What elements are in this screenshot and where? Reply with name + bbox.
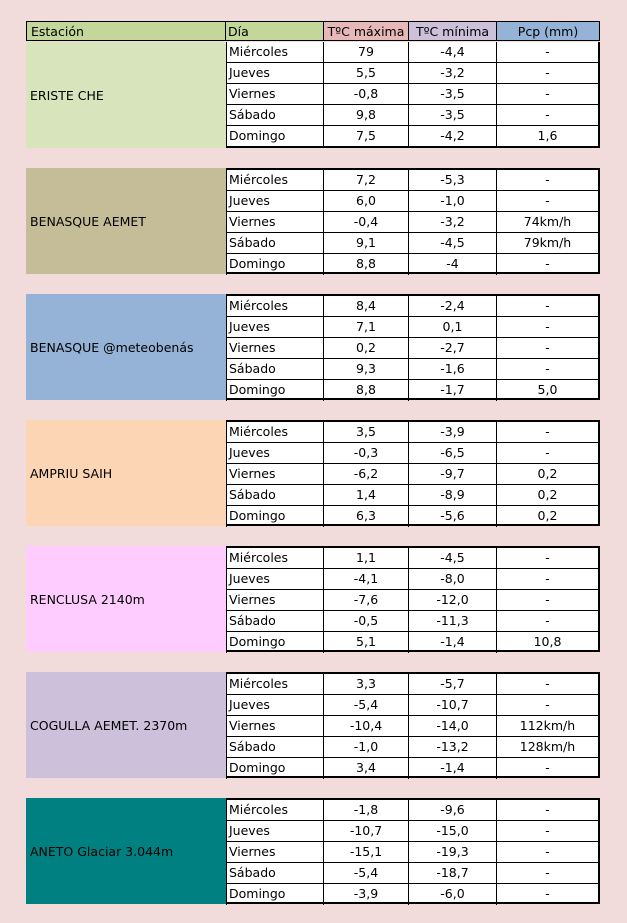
min-temp-cell: -5,6 bbox=[409, 506, 497, 527]
station-block bbox=[26, 546, 600, 652]
precipitation-cell: - bbox=[545, 44, 550, 59]
day-cell: Jueves bbox=[226, 443, 324, 463]
table-row bbox=[226, 338, 598, 359]
max-temp-cell: -5,4 bbox=[324, 695, 409, 715]
precipitation-cell: - bbox=[545, 256, 550, 271]
day-cell: Miércoles bbox=[226, 170, 324, 190]
precipitation-cell: - bbox=[545, 697, 550, 712]
min-temp-cell: -14,0 bbox=[409, 716, 497, 736]
table-row bbox=[226, 758, 598, 779]
day-cell: Miércoles bbox=[226, 548, 324, 568]
table-row bbox=[226, 674, 598, 695]
day-cell: Viernes bbox=[226, 212, 324, 232]
station-rows bbox=[226, 294, 600, 400]
day-cell: Sábado bbox=[226, 359, 324, 379]
precipitation-cell: 10,8 bbox=[533, 634, 562, 649]
max-temp-cell: 1,1 bbox=[324, 548, 409, 568]
station-rows bbox=[226, 42, 600, 148]
table-row bbox=[226, 800, 598, 821]
max-temp-cell: -6,2 bbox=[324, 464, 409, 484]
min-temp-cell: -9,7 bbox=[409, 464, 497, 484]
station-name: ERISTE CHE bbox=[26, 42, 226, 148]
min-temp-cell: 0,1 bbox=[409, 317, 497, 337]
max-temp-cell: 9,8 bbox=[324, 105, 409, 125]
precipitation-cell: - bbox=[545, 445, 550, 460]
max-temp-cell: -1,0 bbox=[324, 737, 409, 757]
min-temp-cell: -4,2 bbox=[409, 126, 497, 147]
precipitation-cell: - bbox=[545, 340, 550, 355]
max-temp-cell: -15,1 bbox=[324, 842, 409, 862]
precipitation-cell: - bbox=[545, 613, 550, 628]
table-row bbox=[226, 506, 598, 527]
table-row bbox=[226, 884, 598, 905]
max-temp-cell: 7,5 bbox=[324, 126, 409, 147]
precipitation-cell: - bbox=[545, 760, 550, 775]
min-temp-cell: -1,6 bbox=[409, 359, 497, 379]
min-temp-cell: -4,5 bbox=[409, 548, 497, 568]
min-temp-cell: -3,5 bbox=[409, 84, 497, 104]
min-temp-cell: -15,0 bbox=[409, 821, 497, 841]
min-temp-cell: -5,7 bbox=[409, 674, 497, 694]
min-temp-cell: -19,3 bbox=[409, 842, 497, 862]
max-temp-cell: 79 bbox=[324, 42, 409, 62]
precipitation-cell: - bbox=[545, 676, 550, 691]
station-block bbox=[26, 420, 600, 526]
table-row bbox=[226, 716, 598, 737]
max-temp-cell: 5,5 bbox=[324, 63, 409, 83]
table-row bbox=[226, 254, 598, 275]
day-cell: Domingo bbox=[226, 126, 324, 147]
day-cell: Sábado bbox=[226, 233, 324, 253]
station-name: RENCLUSA 2140m bbox=[26, 546, 226, 652]
day-cell: Viernes bbox=[226, 84, 324, 104]
table-row bbox=[226, 84, 598, 105]
min-temp-cell: -1,7 bbox=[409, 380, 497, 401]
station-block bbox=[26, 168, 600, 274]
table-row bbox=[226, 233, 598, 254]
precipitation-cell: - bbox=[545, 319, 550, 334]
station-rows bbox=[226, 168, 600, 274]
day-cell: Viernes bbox=[226, 338, 324, 358]
min-temp-cell: -6,0 bbox=[409, 884, 497, 905]
station-block bbox=[26, 672, 600, 778]
day-cell: Sábado bbox=[226, 485, 324, 505]
precipitation-cell: - bbox=[545, 886, 550, 901]
precipitation-cell: - bbox=[545, 802, 550, 817]
table-row bbox=[226, 63, 598, 84]
min-temp-cell: -5,3 bbox=[409, 170, 497, 190]
station-block bbox=[26, 294, 600, 400]
table-row bbox=[226, 170, 598, 191]
max-temp-cell: -0,5 bbox=[324, 611, 409, 631]
precipitation-cell: 79km/h bbox=[523, 235, 572, 250]
table-row bbox=[226, 126, 598, 147]
min-temp-cell: -11,3 bbox=[409, 611, 497, 631]
precipitation-cell: 0,2 bbox=[537, 487, 558, 502]
precipitation-cell: - bbox=[545, 823, 550, 838]
table-row bbox=[226, 632, 598, 653]
station-rows bbox=[226, 672, 600, 778]
precipitation-cell: - bbox=[545, 86, 550, 101]
min-temp-cell: -2,4 bbox=[409, 296, 497, 316]
day-cell: Viernes bbox=[226, 716, 324, 736]
precipitation-cell: - bbox=[545, 298, 550, 313]
station-block bbox=[26, 42, 600, 148]
max-temp-cell: 9,3 bbox=[324, 359, 409, 379]
max-temp-cell: -4,1 bbox=[324, 569, 409, 589]
max-temp-cell: 1,4 bbox=[324, 485, 409, 505]
header-min-temp: TºC mínima bbox=[409, 21, 497, 41]
table-row bbox=[226, 737, 598, 758]
day-cell: Sábado bbox=[226, 611, 324, 631]
header-day: Día bbox=[226, 21, 324, 41]
table-row bbox=[226, 191, 598, 212]
min-temp-cell: -1,0 bbox=[409, 191, 497, 211]
table-row bbox=[226, 212, 598, 233]
max-temp-cell: 3,5 bbox=[324, 422, 409, 442]
min-temp-cell: -9,6 bbox=[409, 800, 497, 820]
table-row bbox=[226, 464, 598, 485]
station-name: COGULLA AEMET. 2370m bbox=[26, 672, 226, 778]
precipitation-cell: 74km/h bbox=[523, 214, 572, 229]
table-row bbox=[226, 443, 598, 464]
table-row bbox=[226, 105, 598, 126]
max-temp-cell: 8,8 bbox=[324, 380, 409, 401]
day-cell: Jueves bbox=[226, 569, 324, 589]
max-temp-cell: 3,4 bbox=[324, 758, 409, 779]
max-temp-cell: 6,0 bbox=[324, 191, 409, 211]
day-cell: Jueves bbox=[226, 821, 324, 841]
min-temp-cell: -18,7 bbox=[409, 863, 497, 883]
table-row bbox=[226, 569, 598, 590]
header-station: Estación bbox=[26, 21, 226, 41]
station-name: ANETO Glaciar 3.044m bbox=[26, 798, 226, 904]
max-temp-cell: 3,3 bbox=[324, 674, 409, 694]
day-cell: Sábado bbox=[226, 863, 324, 883]
precipitation-cell: - bbox=[545, 844, 550, 859]
min-temp-cell: -4,5 bbox=[409, 233, 497, 253]
table-row bbox=[226, 42, 598, 63]
precipitation-cell: 0,2 bbox=[537, 508, 558, 523]
station-rows bbox=[226, 420, 600, 526]
table-row bbox=[226, 422, 598, 443]
max-temp-cell: -10,4 bbox=[324, 716, 409, 736]
min-temp-cell: -3,2 bbox=[409, 212, 497, 232]
header-max-temp: TºC máxima bbox=[324, 21, 409, 41]
max-temp-cell: -7,6 bbox=[324, 590, 409, 610]
min-temp-cell: -10,7 bbox=[409, 695, 497, 715]
precipitation-cell: 0,2 bbox=[537, 466, 558, 481]
max-temp-cell: 8,4 bbox=[324, 296, 409, 316]
precipitation-cell: - bbox=[545, 193, 550, 208]
precipitation-cell: 5,0 bbox=[537, 382, 558, 397]
precipitation-cell: - bbox=[545, 550, 550, 565]
min-temp-cell: -3,9 bbox=[409, 422, 497, 442]
day-cell: Jueves bbox=[226, 63, 324, 83]
precipitation-cell: - bbox=[545, 592, 550, 607]
precipitation-cell: - bbox=[545, 361, 550, 376]
min-temp-cell: -1,4 bbox=[409, 758, 497, 779]
table-row bbox=[226, 485, 598, 506]
day-cell: Viernes bbox=[226, 464, 324, 484]
station-block bbox=[26, 798, 600, 904]
day-cell: Miércoles bbox=[226, 800, 324, 820]
max-temp-cell: -1,8 bbox=[324, 800, 409, 820]
table-row bbox=[226, 863, 598, 884]
day-cell: Sábado bbox=[226, 737, 324, 757]
precipitation-cell: - bbox=[545, 571, 550, 586]
precipitation-cell: - bbox=[545, 424, 550, 439]
table-row bbox=[226, 842, 598, 863]
table-row bbox=[226, 359, 598, 380]
table-row bbox=[226, 821, 598, 842]
day-cell: Jueves bbox=[226, 695, 324, 715]
precipitation-cell: 112km/h bbox=[519, 718, 576, 733]
min-temp-cell: -6,5 bbox=[409, 443, 497, 463]
max-temp-cell: 6,3 bbox=[324, 506, 409, 527]
day-cell: Domingo bbox=[226, 884, 324, 905]
max-temp-cell: 7,1 bbox=[324, 317, 409, 337]
header-precipitation: Pcp (mm) bbox=[497, 21, 600, 41]
max-temp-cell: -0,8 bbox=[324, 84, 409, 104]
min-temp-cell: -4 bbox=[409, 254, 497, 275]
max-temp-cell: -0,3 bbox=[324, 443, 409, 463]
day-cell: Domingo bbox=[226, 380, 324, 401]
table-row bbox=[226, 296, 598, 317]
precipitation-cell: - bbox=[545, 65, 550, 80]
max-temp-cell: -10,7 bbox=[324, 821, 409, 841]
max-temp-cell: 5,1 bbox=[324, 632, 409, 653]
min-temp-cell: -12,0 bbox=[409, 590, 497, 610]
day-cell: Sábado bbox=[226, 105, 324, 125]
table-row bbox=[226, 317, 598, 338]
day-cell: Jueves bbox=[226, 317, 324, 337]
day-cell: Domingo bbox=[226, 506, 324, 527]
station-rows bbox=[226, 546, 600, 652]
day-cell: Jueves bbox=[226, 191, 324, 211]
day-cell: Miércoles bbox=[226, 674, 324, 694]
min-temp-cell: -4,4 bbox=[409, 42, 497, 62]
max-temp-cell: 8,8 bbox=[324, 254, 409, 275]
station-name: BENASQUE @meteobenás bbox=[26, 294, 226, 400]
min-temp-cell: -3,2 bbox=[409, 63, 497, 83]
table-row bbox=[226, 590, 598, 611]
table-row bbox=[226, 695, 598, 716]
day-cell: Domingo bbox=[226, 632, 324, 653]
day-cell: Viernes bbox=[226, 590, 324, 610]
min-temp-cell: -3,5 bbox=[409, 105, 497, 125]
table-header bbox=[26, 21, 600, 42]
min-temp-cell: -13,2 bbox=[409, 737, 497, 757]
table-row bbox=[226, 548, 598, 569]
station-name: BENASQUE AEMET bbox=[26, 168, 226, 274]
precipitation-cell: 128km/h bbox=[519, 739, 576, 754]
min-temp-cell: -8,0 bbox=[409, 569, 497, 589]
day-cell: Viernes bbox=[226, 842, 324, 862]
max-temp-cell: 0,2 bbox=[324, 338, 409, 358]
table-row bbox=[226, 611, 598, 632]
day-cell: Domingo bbox=[226, 758, 324, 779]
min-temp-cell: -2,7 bbox=[409, 338, 497, 358]
precipitation-cell: 1,6 bbox=[537, 128, 558, 143]
min-temp-cell: -8,9 bbox=[409, 485, 497, 505]
max-temp-cell: -5,4 bbox=[324, 863, 409, 883]
station-rows bbox=[226, 798, 600, 904]
day-cell: Domingo bbox=[226, 254, 324, 275]
day-cell: Miércoles bbox=[226, 296, 324, 316]
min-temp-cell: -1,4 bbox=[409, 632, 497, 653]
day-cell: Miércoles bbox=[226, 42, 324, 62]
day-cell: Miércoles bbox=[226, 422, 324, 442]
max-temp-cell: -3,9 bbox=[324, 884, 409, 905]
precipitation-cell: - bbox=[545, 865, 550, 880]
max-temp-cell: -0,4 bbox=[324, 212, 409, 232]
max-temp-cell: 7,2 bbox=[324, 170, 409, 190]
precipitation-cell: - bbox=[545, 172, 550, 187]
precipitation-cell: - bbox=[545, 107, 550, 122]
station-name: AMPRIU SAIH bbox=[26, 420, 226, 526]
max-temp-cell: 9,1 bbox=[324, 233, 409, 253]
table-row bbox=[226, 380, 598, 401]
